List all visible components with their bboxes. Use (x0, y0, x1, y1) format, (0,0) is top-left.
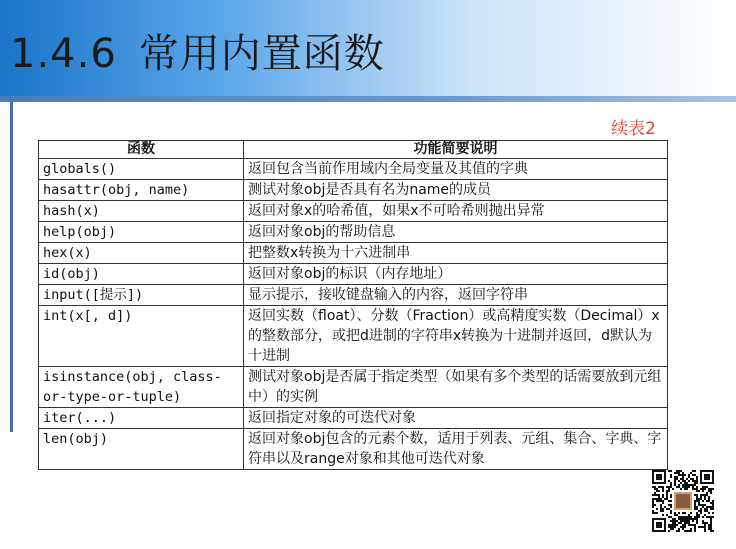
section-number: 1.4.6 (10, 31, 117, 77)
title-underline (0, 96, 736, 102)
function-description-cell: 返回指定对象的可迭代对象 (244, 408, 668, 429)
page-title (10, 22, 385, 79)
table-row (39, 264, 668, 285)
table-row (39, 285, 668, 306)
table-caption: 续表2 (611, 119, 656, 139)
function-description-cell: 返回实数（float）、分数（Fraction）或高精度实数（Decimal）x的整数部分，或把d进制的字符串x转换为十进制并返回，d默认为十进制 (244, 306, 668, 367)
function-name-cell: id(obj) (39, 264, 244, 285)
qr-code (652, 470, 714, 532)
table-row (39, 408, 668, 429)
table-header-row (39, 141, 668, 159)
function-description-cell: 返回对象obj的标识（内存地址） (244, 264, 668, 285)
function-description-cell: 返回对象obj的帮助信息 (244, 222, 668, 243)
function-name-cell: hasattr(obj, name) (39, 180, 244, 201)
table-body (39, 159, 668, 470)
table-row (39, 306, 668, 367)
function-name-cell: hex(x) (39, 243, 244, 264)
function-description-cell: 测试对象obj是否具有名为name的成员 (244, 180, 668, 201)
function-name-cell: int(x[, d]) (39, 306, 244, 367)
function-name-cell: hash(x) (39, 201, 244, 222)
section-title: 常用内置函数 (138, 31, 385, 77)
function-name-cell: len(obj) (39, 429, 244, 470)
table-row (39, 367, 668, 408)
table-row (39, 201, 668, 222)
function-name-cell: globals() (39, 159, 244, 180)
function-table (38, 140, 668, 470)
function-name-cell: iter(...) (39, 408, 244, 429)
table-row (39, 159, 668, 180)
table-row (39, 429, 668, 470)
function-name-cell: isinstance(obj, class-or-type-or-tuple) (39, 367, 244, 408)
function-name-cell: input([提示]) (39, 285, 244, 306)
table-row (39, 243, 668, 264)
function-description-cell: 返回对象obj包含的元素个数，适用于列表、元组、集合、字典、字符串以及range对象和其他可迭代对象 (244, 429, 668, 470)
function-description-cell: 返回包含当前作用域内全局变量及其值的字典 (244, 159, 668, 180)
function-description-cell: 测试对象obj是否属于指定类型（如果有多个类型的话需要放到元组中）的实例 (244, 367, 668, 408)
header-function: 函数 (39, 141, 244, 159)
function-description-cell: 把整数x转换为十六进制串 (244, 243, 668, 264)
function-name-cell: help(obj) (39, 222, 244, 243)
header-description: 功能简要说明 (244, 141, 668, 159)
table-row (39, 180, 668, 201)
table-row (39, 222, 668, 243)
function-description-cell: 显示提示，接收键盘输入的内容，返回字符串 (244, 285, 668, 306)
function-description-cell: 返回对象x的哈希值，如果x不可哈希则抛出异常 (244, 201, 668, 222)
left-accent-line (10, 102, 13, 432)
